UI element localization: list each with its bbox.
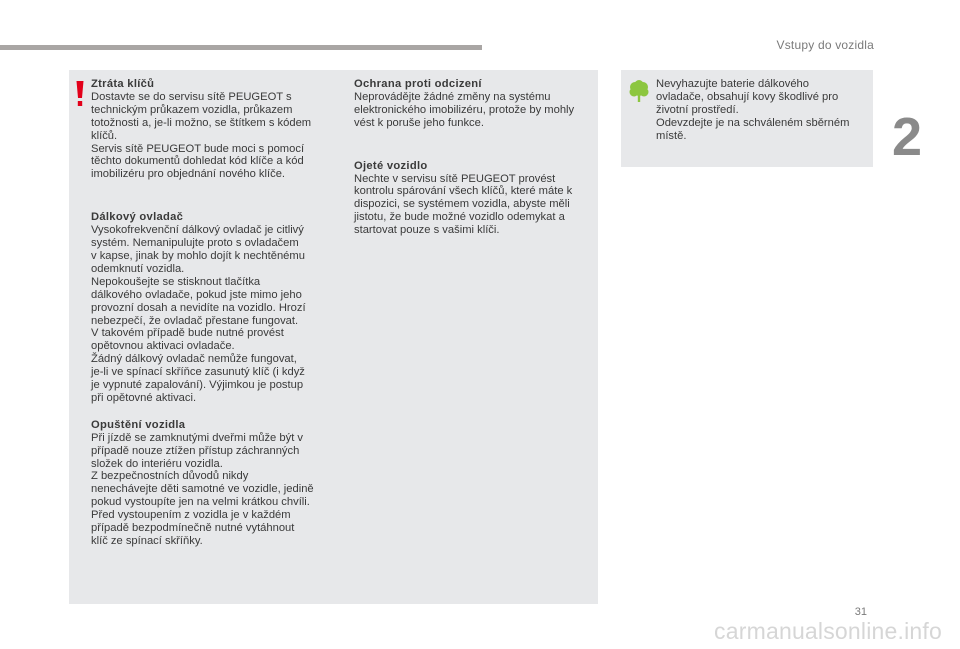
used-car-section bbox=[354, 160, 594, 237]
leaving-section bbox=[91, 419, 337, 548]
theft-text: Neprovádějte žádné změny na systému elektronického imobilizéru, protože by mohly vést k poruše jeho funkce. bbox=[354, 90, 575, 129]
leaving-heading: Opuštění vozidla bbox=[91, 418, 186, 431]
watermark: carmanualsonline.info bbox=[714, 618, 942, 644]
column-left bbox=[91, 78, 337, 548]
exclamation-icon bbox=[75, 81, 85, 107]
key-loss-heading: Ztráta klíčů bbox=[91, 78, 155, 90]
remote-heading: Dálkový ovladač bbox=[91, 211, 184, 224]
used-car-heading: Ojeté vozidlo bbox=[354, 159, 428, 172]
leaf-tree-icon bbox=[628, 80, 650, 102]
section-title: Vstupy do vozidla bbox=[776, 38, 874, 52]
remote-section bbox=[91, 211, 337, 405]
column-eco bbox=[656, 78, 868, 143]
column-middle bbox=[354, 78, 594, 237]
header-rule bbox=[0, 45, 482, 50]
used-car-text: Nechte v servisu sítě PEUGEOT provést kontrolu spárování všech klíčů, které máte k dispozici, se systémem vozidla, abyste měli jistotu, že bude možné vozidlo odemykat a startovat pouze s vašimi klíči. bbox=[354, 172, 573, 237]
eco-text: Nevyhazujte baterie dálkového ovladače, obsahují kovy škodlivé pro životní prostředí. Odevzdejte je na schváleném sběrném místě. bbox=[656, 78, 850, 142]
key-loss-text: Dostavte se do servisu sítě PEUGEOT s technickým průkazem vozidla, průkazem totožnosti a, je-li možno, se štítkem s kódem klíčů. Servis sítě PEUGEOT bude moci s pomocí těchto dokumentů dohledat kód klíče a kód imobilizéru pro objednání nového klíče. bbox=[91, 90, 312, 181]
key-loss-section bbox=[91, 78, 337, 181]
remote-text: Vysokofrekvenční dálkový ovladač je citlivý systém. Nemanipulujte proto s ovladačem v kapse, jinak by mohlo dojít k nechtěnému odemknutí vozidla. Nepokoušejte se stisknout tlačítka dálkového ovladače, pokud jste mimo jeho provozní dosah a nevidíte na vozidlo. Hrozí nebezpečí, že ovladač přestane fungovat. V takovém případě bude nutné provést opětovnou aktivaci ovladače. Žádný dálkový ovladač nemůže fungovat, je-li ve spínací skříňce zasunutý klíč (i když je vypnuté zapalování). Výjimkou je postup při opětovné aktivaci. bbox=[91, 224, 306, 404]
leaving-text: Při jízdě se zamknutými dveřmi může být v případě nouze ztížen přístup záchranných složek do interiéru vozidla. Z bezpečnostních důvodů nikdy nenechávejte děti samotné ve vozidle, jedině pokud vystoupíte jen na velmi krátkou chvíli. Před vystoupením z vozidla je v každém případě bezpodmínečně nutné vytáhnout klíč ze spínací skříňky. bbox=[91, 431, 314, 547]
page-number: 31 bbox=[854, 606, 867, 618]
theft-section bbox=[354, 78, 594, 130]
theft-heading: Ochrana proti odcizení bbox=[354, 78, 482, 90]
chapter-number: 2 bbox=[892, 107, 923, 167]
